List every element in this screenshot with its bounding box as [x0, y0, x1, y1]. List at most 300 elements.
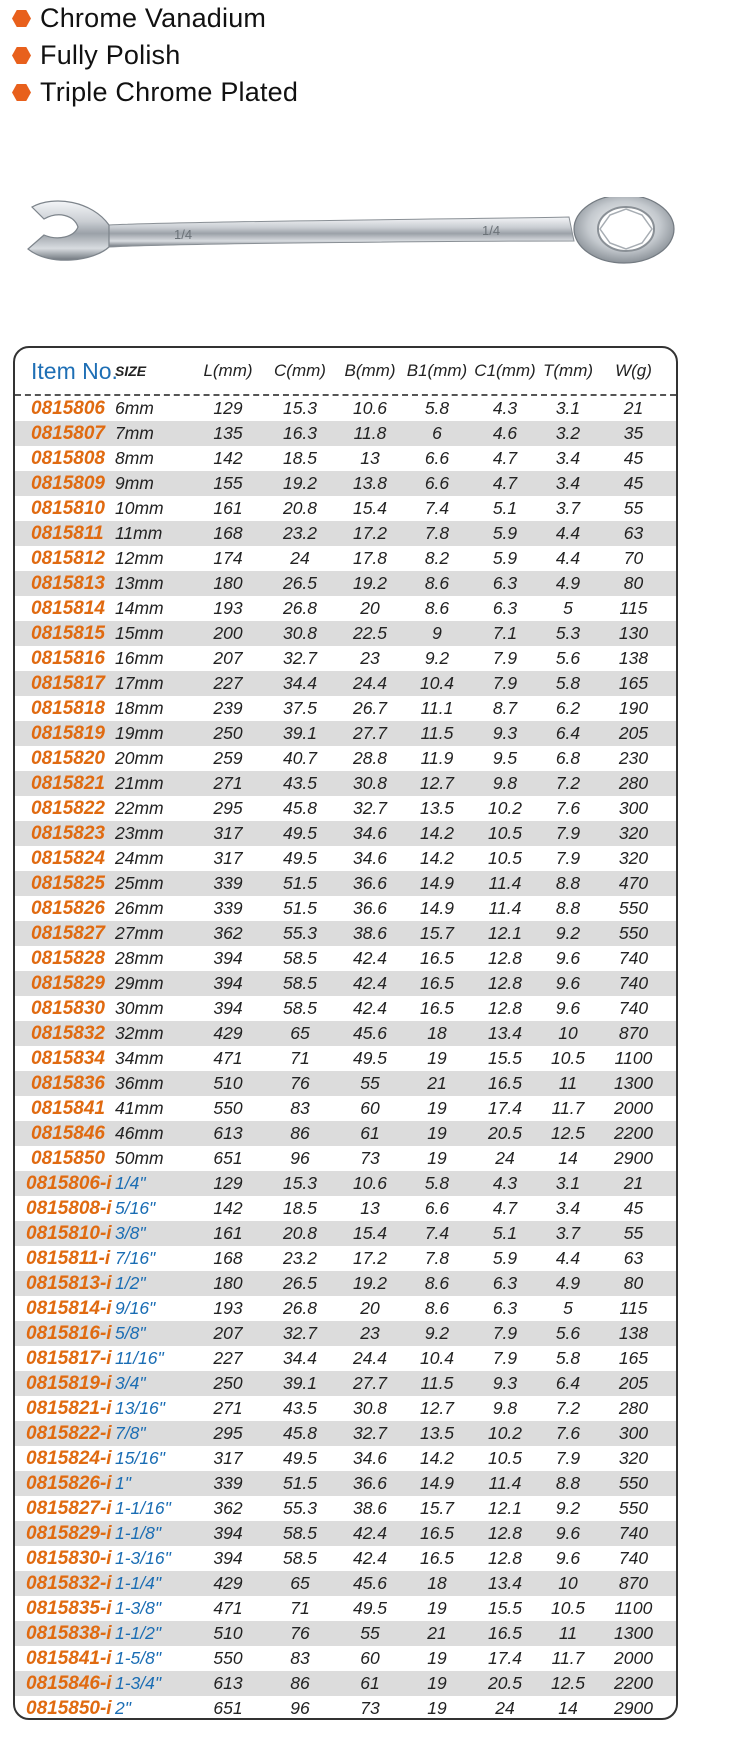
weight-cell: 740	[618, 1523, 649, 1543]
item-no-cell: 0815826	[31, 897, 105, 919]
t-cell: 4.4	[555, 548, 581, 568]
c1-cell: 15.5	[487, 1048, 523, 1068]
c1-cell: 7.9	[492, 1323, 518, 1343]
item-no-cell: 0815832	[31, 1022, 105, 1044]
length-cell: 295	[213, 1423, 243, 1443]
c1-cell: 12.1	[487, 923, 523, 943]
weight-cell: 55	[623, 1223, 644, 1243]
table-row	[15, 1371, 676, 1396]
size-cell: 17mm	[115, 673, 164, 693]
item-no-cell: 0815811-i	[26, 1247, 111, 1269]
length-cell: 339	[213, 873, 243, 893]
b-cell: 30.8	[352, 1398, 388, 1418]
c1-cell: 20.5	[487, 1673, 523, 1693]
c-cell: 71	[290, 1598, 310, 1618]
item-no-cell: 0815808-i	[26, 1197, 112, 1219]
size-cell: 1-3/8"	[115, 1598, 162, 1618]
table-row	[15, 821, 676, 846]
b-cell: 10.6	[352, 1173, 388, 1193]
length-cell: 394	[213, 1523, 243, 1543]
t-cell: 5.3	[555, 623, 581, 643]
item-no-cell: 0815838-i	[26, 1622, 112, 1644]
table-row	[15, 921, 676, 946]
b1-cell: 19	[427, 1148, 447, 1168]
length-cell: 429	[213, 1023, 243, 1043]
b1-cell: 19	[427, 1598, 447, 1618]
size-cell: 36mm	[115, 1073, 164, 1093]
weight-cell: 230	[618, 748, 649, 768]
length-cell: 142	[213, 1198, 243, 1218]
header-t: T(mm)	[542, 361, 594, 380]
length-cell: 394	[213, 948, 243, 968]
item-no-cell: 0815823	[31, 822, 105, 844]
b1-cell: 10.4	[419, 673, 455, 693]
size-cell: 30mm	[115, 998, 164, 1018]
table-row	[15, 971, 676, 996]
t-cell: 9.2	[555, 923, 581, 943]
weight-cell: 550	[618, 1473, 649, 1493]
size-cell: 2"	[115, 1698, 131, 1718]
weight-cell: 138	[618, 648, 649, 668]
t-cell: 8.8	[555, 898, 581, 918]
weight-cell: 35	[623, 423, 644, 443]
weight-cell: 1100	[614, 1598, 653, 1618]
item-no-cell: 0815827-i	[26, 1497, 112, 1519]
item-no-cell: 0815829	[31, 972, 105, 994]
table-row	[15, 1671, 676, 1696]
feature-label: Chrome Vanadium	[40, 3, 267, 33]
b1-cell: 19	[427, 1673, 447, 1693]
t-cell: 10.5	[550, 1048, 586, 1068]
weight-cell: 280	[618, 773, 649, 793]
b1-cell: 6.6	[424, 473, 450, 493]
item-no-cell: 0815832-i	[26, 1572, 112, 1594]
header-b1: B1(mm)	[406, 361, 468, 380]
table-row	[15, 746, 676, 771]
size-cell: 14mm	[115, 598, 164, 618]
size-cell: 28mm	[115, 948, 164, 968]
size-cell: 16mm	[115, 648, 164, 668]
table-header-row	[15, 348, 676, 396]
t-cell: 5.8	[555, 673, 581, 693]
table-row	[15, 1121, 676, 1146]
header-c1: C1(mm)	[474, 361, 536, 380]
b1-cell: 8.6	[424, 1298, 450, 1318]
weight-cell: 80	[623, 573, 644, 593]
c1-cell: 4.7	[492, 448, 518, 468]
b1-cell: 8.2	[424, 548, 450, 568]
table-row	[15, 1096, 676, 1121]
weight-cell: 205	[618, 723, 649, 743]
b1-cell: 7.4	[424, 498, 450, 518]
t-cell: 5.6	[555, 1323, 581, 1343]
c-cell: 39.1	[282, 723, 318, 743]
t-cell: 9.6	[555, 1548, 581, 1568]
weight-cell: 1300	[614, 1073, 653, 1093]
t-cell: 11	[558, 1073, 578, 1093]
item-no-cell: 0815813	[31, 572, 105, 594]
t-cell: 9.2	[555, 1498, 581, 1518]
b1-cell: 19	[427, 1048, 447, 1068]
item-no-cell: 0815815	[31, 622, 105, 644]
weight-cell: 300	[618, 798, 649, 818]
length-cell: 651	[213, 1698, 243, 1718]
c-cell: 39.1	[282, 1373, 318, 1393]
b1-cell: 19	[427, 1648, 447, 1668]
item-no-cell: 0815817	[31, 672, 105, 694]
t-cell: 3.4	[555, 448, 581, 468]
length-cell: 129	[213, 1173, 243, 1193]
size-cell: 1"	[115, 1473, 131, 1493]
item-no-cell: 0815836	[31, 1072, 105, 1094]
c1-cell: 9.8	[492, 773, 518, 793]
c1-cell: 10.5	[487, 848, 523, 868]
length-cell: 200	[213, 623, 243, 643]
item-no-cell: 0815819	[31, 722, 105, 744]
length-cell: 250	[213, 723, 243, 743]
item-no-cell: 0815824	[31, 847, 105, 869]
b-cell: 23	[360, 648, 380, 668]
t-cell: 7.2	[555, 1398, 581, 1418]
b1-cell: 9	[432, 623, 442, 643]
c1-cell: 5.1	[492, 498, 518, 518]
c1-cell: 5.1	[492, 1223, 518, 1243]
b-cell: 13	[360, 1198, 380, 1218]
size-cell: 1-3/16"	[115, 1548, 171, 1568]
b-cell: 49.5	[352, 1048, 388, 1068]
b1-cell: 19	[427, 1698, 447, 1718]
c-cell: 15.3	[282, 398, 318, 418]
c-cell: 18.5	[282, 1198, 318, 1218]
item-no-cell: 0815816	[31, 647, 105, 669]
length-cell: 471	[213, 1048, 243, 1068]
table-row	[15, 421, 676, 446]
b1-cell: 14.2	[419, 823, 455, 843]
weight-cell: 2000	[614, 1648, 653, 1668]
t-cell: 10.5	[550, 1598, 586, 1618]
c-cell: 32.7	[282, 648, 318, 668]
b1-cell: 16.5	[419, 948, 455, 968]
weight-cell: 205	[618, 1373, 649, 1393]
b1-cell: 9.2	[424, 1323, 450, 1343]
c1-cell: 17.4	[487, 1648, 523, 1668]
b1-cell: 21	[427, 1073, 447, 1093]
b-cell: 23	[360, 1323, 380, 1343]
c-cell: 58.5	[282, 973, 318, 993]
b-cell: 17.2	[352, 1248, 388, 1268]
b-cell: 61	[360, 1673, 380, 1693]
length-cell: 317	[213, 1448, 243, 1468]
table-row	[15, 1546, 676, 1571]
feature-label: Triple Chrome Plated	[40, 77, 299, 107]
c-cell: 18.5	[282, 448, 318, 468]
length-cell: 471	[213, 1598, 243, 1618]
length-cell: 207	[213, 648, 243, 668]
size-cell: 1/4"	[115, 1173, 146, 1193]
length-cell: 317	[213, 823, 243, 843]
size-cell: 25mm	[115, 873, 164, 893]
c-cell: 49.5	[282, 848, 318, 868]
weight-cell: 1300	[614, 1623, 653, 1643]
t-cell: 10	[558, 1573, 578, 1593]
table-body	[15, 396, 676, 1720]
weight-cell: 55	[623, 498, 644, 518]
weight-cell: 280	[618, 1398, 649, 1418]
c1-cell: 17.4	[487, 1098, 523, 1118]
size-cell: 18mm	[115, 698, 164, 718]
c1-cell: 9.8	[492, 1398, 518, 1418]
t-cell: 3.7	[555, 498, 581, 518]
item-no-cell: 0815817-i	[26, 1347, 112, 1369]
weight-cell: 80	[623, 1273, 644, 1293]
header-b: B(mm)	[344, 361, 396, 380]
b1-cell: 11.5	[420, 1373, 454, 1393]
header-c: C(mm)	[274, 361, 326, 380]
length-cell: 180	[213, 1273, 243, 1293]
c-cell: 65	[290, 1573, 310, 1593]
c1-cell: 7.1	[492, 623, 518, 643]
table-row	[15, 446, 676, 471]
spec-table	[13, 346, 678, 1720]
c-cell: 19.2	[282, 473, 318, 493]
length-cell: 180	[213, 573, 243, 593]
size-cell: 24mm	[115, 848, 164, 868]
b-cell: 36.6	[352, 873, 388, 893]
item-no-cell: 0815819-i	[26, 1372, 112, 1394]
b1-cell: 11.5	[420, 723, 454, 743]
c-cell: 51.5	[282, 1473, 318, 1493]
c-cell: 26.8	[282, 598, 318, 618]
t-cell: 6.8	[555, 748, 581, 768]
size-cell: 15/16"	[115, 1448, 166, 1468]
item-no-cell: 0815822-i	[26, 1422, 112, 1444]
c1-cell: 9.5	[492, 748, 518, 768]
b1-cell: 16.5	[419, 998, 455, 1018]
table-row	[15, 696, 676, 721]
item-no-cell: 0815807	[31, 422, 105, 444]
weight-cell: 63	[623, 1248, 644, 1268]
t-cell: 3.4	[555, 1198, 581, 1218]
c1-cell: 24	[495, 1148, 515, 1168]
c-cell: 16.3	[282, 423, 318, 443]
c-cell: 96	[290, 1148, 310, 1168]
b-cell: 28.8	[352, 748, 388, 768]
table-row	[15, 646, 676, 671]
length-cell: 317	[213, 848, 243, 868]
weight-cell: 21	[623, 1173, 644, 1193]
b-cell: 32.7	[352, 1423, 388, 1443]
b1-cell: 21	[427, 1623, 447, 1643]
item-no-cell: 0815810	[31, 497, 105, 519]
b-cell: 36.6	[352, 1473, 388, 1493]
b-cell: 11.8	[353, 423, 387, 443]
b-cell: 55	[360, 1073, 380, 1093]
length-cell: 510	[213, 1073, 243, 1093]
b-cell: 20	[360, 1298, 380, 1318]
table-row	[15, 871, 676, 896]
b1-cell: 7.4	[424, 1223, 450, 1243]
b1-cell: 19	[427, 1098, 447, 1118]
c-cell: 20.8	[282, 498, 318, 518]
b1-cell: 13.5	[419, 798, 455, 818]
b1-cell: 6	[432, 423, 442, 443]
weight-cell: 2200	[614, 1673, 653, 1693]
c-cell: 26.5	[282, 573, 318, 593]
t-cell: 6.2	[555, 698, 581, 718]
t-cell: 7.9	[555, 1448, 581, 1468]
table-row	[15, 396, 676, 421]
c1-cell: 12.8	[487, 973, 523, 993]
c-cell: 55.3	[282, 1498, 318, 1518]
b-cell: 73	[360, 1148, 380, 1168]
table-row	[15, 546, 676, 571]
b-cell: 34.6	[352, 848, 388, 868]
length-cell: 227	[213, 1348, 243, 1368]
c-cell: 37.5	[282, 698, 318, 718]
b-cell: 13.8	[352, 473, 388, 493]
length-cell: 161	[213, 1223, 243, 1243]
size-cell: 10mm	[115, 498, 164, 518]
item-no-cell: 0815818	[31, 697, 105, 719]
item-no-cell: 0815830-i	[26, 1547, 112, 1569]
table-row	[15, 1021, 676, 1046]
item-no-cell: 0815811	[31, 522, 104, 544]
weight-cell: 45	[623, 448, 644, 468]
weight-cell: 320	[618, 848, 649, 868]
header-item-no: Item No.	[31, 357, 118, 384]
c1-cell: 5.9	[492, 1248, 518, 1268]
b-cell: 15.4	[352, 1223, 388, 1243]
b-cell: 49.5	[352, 1598, 388, 1618]
size-cell: 7mm	[115, 423, 154, 443]
t-cell: 4.9	[555, 1273, 581, 1293]
size-cell: 26mm	[115, 898, 164, 918]
c-cell: 20.8	[282, 1223, 318, 1243]
t-cell: 5	[563, 598, 573, 618]
feature-label: Fully Polish	[40, 40, 181, 70]
size-cell: 5/16"	[115, 1198, 156, 1218]
b-cell: 13	[360, 448, 380, 468]
b1-cell: 5.8	[424, 1173, 450, 1193]
item-no-cell: 0815822	[31, 797, 105, 819]
t-cell: 11.7	[551, 1098, 585, 1118]
c1-cell: 4.7	[492, 473, 518, 493]
weight-cell: 2900	[614, 1148, 653, 1168]
c-cell: 58.5	[282, 998, 318, 1018]
c1-cell: 10.5	[487, 823, 523, 843]
weight-cell: 870	[618, 1573, 649, 1593]
b-cell: 38.6	[352, 1498, 388, 1518]
t-cell: 7.6	[555, 798, 581, 818]
size-cell: 1-1/16"	[115, 1498, 171, 1518]
c1-cell: 13.4	[487, 1023, 523, 1043]
c-cell: 26.5	[282, 1273, 318, 1293]
b-cell: 32.7	[352, 798, 388, 818]
b-cell: 27.7	[352, 1373, 388, 1393]
b1-cell: 10.4	[419, 1348, 455, 1368]
c1-cell: 6.3	[492, 573, 518, 593]
b1-cell: 5.8	[424, 398, 450, 418]
weight-cell: 165	[618, 1348, 649, 1368]
size-cell: 9/16"	[115, 1298, 156, 1318]
length-cell: 227	[213, 673, 243, 693]
table-row	[15, 846, 676, 871]
item-no-cell: 0815826-i	[26, 1472, 112, 1494]
item-no-cell: 0815830	[31, 997, 105, 1019]
item-no-cell: 0815841	[31, 1097, 105, 1119]
b-cell: 60	[360, 1648, 380, 1668]
c-cell: 71	[290, 1048, 310, 1068]
table-row	[15, 1496, 676, 1521]
c-cell: 23.2	[282, 1248, 318, 1268]
c-cell: 65	[290, 1023, 310, 1043]
weight-cell: 115	[619, 1298, 648, 1318]
item-no-cell: 0815814	[31, 597, 105, 619]
t-cell: 11.7	[551, 1648, 585, 1668]
table-row	[15, 1271, 676, 1296]
b-cell: 20	[360, 598, 380, 618]
t-cell: 3.2	[555, 423, 581, 443]
length-cell: 168	[213, 523, 243, 543]
table-row	[15, 1596, 676, 1621]
b1-cell: 18	[427, 1023, 447, 1043]
weight-cell: 740	[618, 1548, 649, 1568]
t-cell: 14	[558, 1698, 578, 1718]
size-cell: 20mm	[115, 748, 164, 768]
feature-list	[12, 0, 298, 111]
table-row	[15, 1446, 676, 1471]
length-cell: 510	[213, 1623, 243, 1643]
length-cell: 429	[213, 1573, 243, 1593]
table-row	[15, 1421, 676, 1446]
size-cell: 50mm	[115, 1148, 164, 1168]
size-cell: 22mm	[115, 798, 164, 818]
length-cell: 259	[213, 748, 243, 768]
c-cell: 76	[290, 1623, 310, 1643]
length-cell: 339	[213, 898, 243, 918]
table-row	[15, 1196, 676, 1221]
t-cell: 4.9	[555, 573, 581, 593]
header-size: SIZE	[115, 363, 147, 379]
size-cell: 3/4"	[115, 1373, 146, 1393]
item-no-cell: 0815827	[31, 922, 105, 944]
weight-cell: 63	[623, 523, 644, 543]
c-cell: 30.8	[282, 623, 318, 643]
table-row	[15, 1571, 676, 1596]
item-no-cell: 0815821	[31, 772, 105, 794]
b-cell: 42.4	[352, 973, 388, 993]
c-cell: 49.5	[282, 823, 318, 843]
c-cell: 86	[290, 1673, 310, 1693]
item-no-cell: 0815812	[31, 547, 105, 569]
c-cell: 45.8	[282, 798, 318, 818]
b1-cell: 11.1	[420, 698, 454, 718]
c-cell: 58.5	[282, 948, 318, 968]
t-cell: 4.4	[555, 1248, 581, 1268]
item-no-cell: 0815835-i	[26, 1597, 112, 1619]
size-cell: 15mm	[115, 623, 164, 643]
c1-cell: 5.9	[492, 548, 518, 568]
wrench-icon	[14, 197, 686, 287]
item-no-cell: 0815806-i	[26, 1172, 112, 1194]
feature-item	[12, 0, 298, 37]
length-cell: 362	[213, 1498, 243, 1518]
item-no-cell: 0815820	[31, 747, 105, 769]
hexagon-bullet-icon	[12, 84, 31, 101]
weight-cell: 70	[623, 548, 644, 568]
weight-cell: 320	[618, 1448, 649, 1468]
hexagon-bullet-icon	[12, 10, 31, 27]
